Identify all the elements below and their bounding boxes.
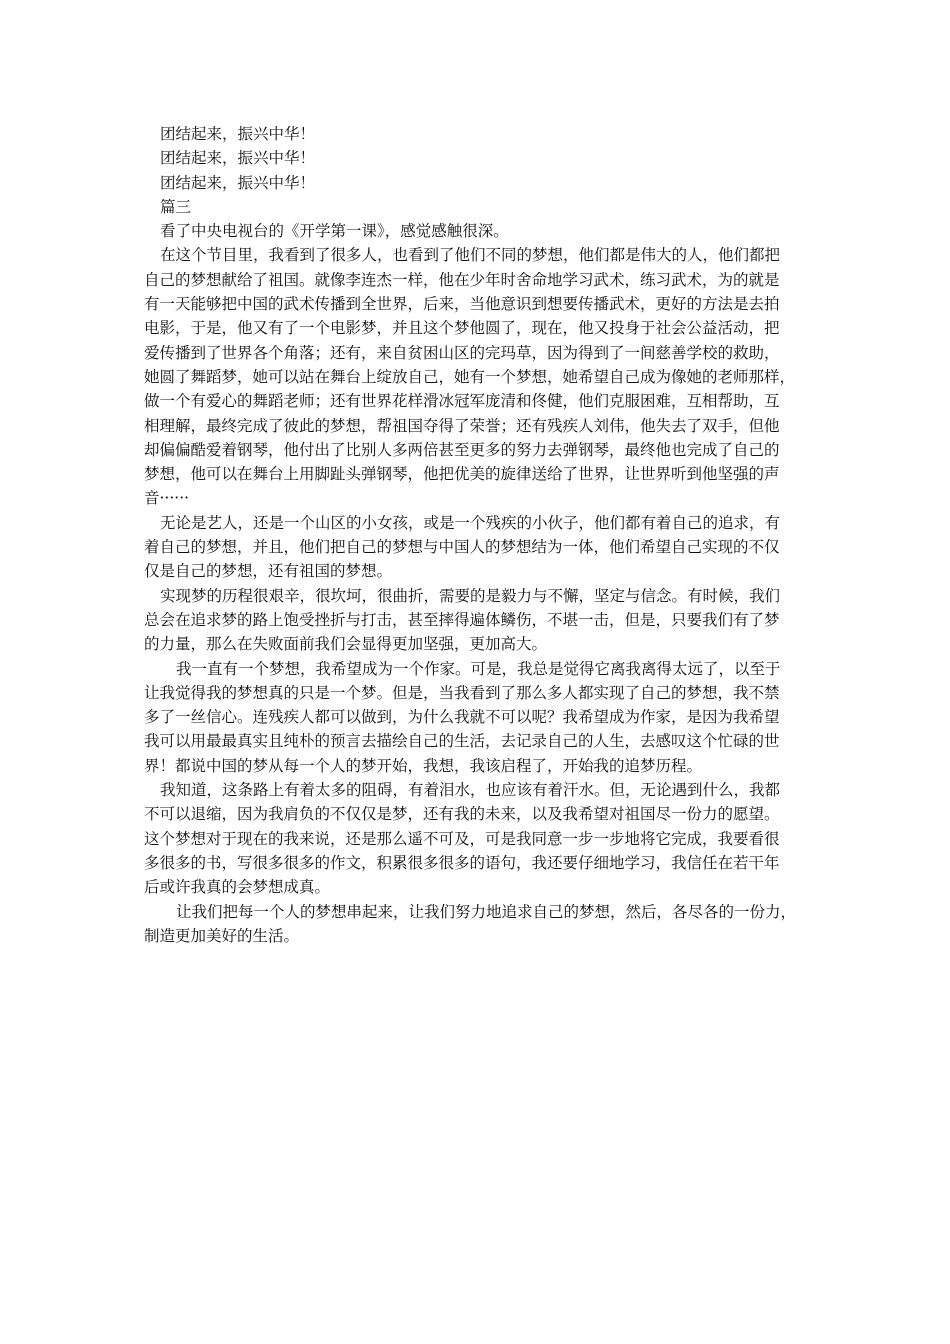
paragraph-line: 爱传播到了世界各个角落；还有，来自贫困山区的完玛草，因为得到了一间慈善学校的救助， bbox=[144, 343, 780, 362]
paragraph-6 bbox=[144, 778, 814, 899]
paragraph-line: 这个梦想对于现在的我来说，还是那么遥不可及，可是我同意一步一步地将它完成，我要看很 bbox=[144, 829, 780, 848]
paragraph-line: 制造更加美好的生活。 bbox=[144, 926, 300, 945]
paragraph-7 bbox=[144, 900, 814, 949]
paragraph-line: 看了中央电视台的《开学第一课》，感觉感触很深。 bbox=[160, 222, 509, 241]
paragraph-line: 多了一丝信心。连残疾人都可以做到，为什么我就不可以呢？我希望成为作家，是因为我希望 bbox=[144, 708, 780, 727]
section-title: 篇三 bbox=[160, 197, 192, 216]
paragraph-line: 相理解，最终完成了彼此的梦想，帮祖国夺得了荣誉；还有残疾人刘伟，他失去了双手，但他 bbox=[144, 416, 780, 435]
paragraph-line: 电影，于是，他又有了一个电影梦，并且这个梦他圆了，现在，他又投身于社会公益活动，把 bbox=[144, 319, 780, 338]
paragraph-2 bbox=[144, 243, 814, 510]
paragraph-line: 梦想，他可以在舞台上用脚趾头弹钢琴，他把优美的旋律送给了世界，让世界听到他坚强的声 bbox=[144, 465, 780, 484]
paragraph-1 bbox=[144, 219, 814, 243]
paragraph-line: 后或许我真的会梦想成真。 bbox=[144, 878, 331, 897]
paragraph-4 bbox=[144, 584, 814, 657]
paragraph-line: 有一天能够把中国的武术传播到全世界，后来，当他意识到想要传播武术，更好的方法是去拍 bbox=[144, 295, 780, 314]
paragraph-line: 界！都说中国的梦从每一个人的梦开始，我想，我该启程了，开始我的追梦历程。 bbox=[144, 756, 703, 775]
paragraph-3 bbox=[144, 511, 814, 584]
paragraph-5 bbox=[144, 657, 814, 778]
paragraph-line: 做一个有爱心的舞蹈老师；还有世界花样滑冰冠军庞清和佟健，他们克服困难，互相帮助，互 bbox=[144, 392, 780, 411]
paragraph-line: 我知道，这条路上有着太多的阻碍，有着泪水，也应该有着汗水。但，无论遇到什么，我都 bbox=[160, 781, 781, 800]
paragraph-line: 我可以用最最真实且纯朴的预言去描绘自己的生活，去记录自己的人生，去感叹这个忙碌的世 bbox=[144, 732, 780, 751]
paragraph-line: 总会在追求梦的路上饱受挫折与打击，甚至摔得遍体鳞伤，不堪一击，但是，只要我们有了梦 bbox=[144, 610, 780, 629]
paragraph-line: 在这个节目里，我看到了很多人，也看到了他们不同的梦想，他们都是伟大的人，他们都把 bbox=[160, 246, 781, 265]
paragraph-line: 多很多的书，写很多很多的作文，积累很多很多的语句，我还要仔细地学习，我信任在若干年 bbox=[144, 853, 780, 872]
slogan-line: 团结起来，振兴中华！ bbox=[160, 149, 316, 168]
paragraph-line: 无论是艺人，还是一个山区的小女孩，或是一个残疾的小伙子，他们都有着自己的追求，有 bbox=[160, 513, 781, 532]
paragraph-line: 却偏偏酷爱着钢琴，他付出了比别人多两倍甚至更多的努力去弹钢琴，最终他也完成了自己的 bbox=[144, 440, 780, 459]
slogan-line: 团结起来，振兴中华！ bbox=[160, 173, 316, 192]
paragraph-line: 的力量，那么在失败面前我们会显得更加坚强，更加高大。 bbox=[144, 635, 548, 654]
paragraph-line: 音······ bbox=[144, 489, 190, 508]
paragraph-line: 不可以退缩，因为我肩负的不仅仅是梦，还有我的未来，以及我希望对祖国尽一份力的愿望。 bbox=[144, 805, 780, 824]
paragraph-line: 实现梦的历程很艰辛，很坎坷，很曲折，需要的是毅力与不懈，坚定与信念。有时候，我们 bbox=[160, 586, 781, 605]
paragraph-line: 她圆了舞蹈梦，她可以站在舞台上绽放自己，她有一个梦想，她希望自己成为像她的老师那样， bbox=[144, 367, 796, 386]
paragraph-line: 让我觉得我的梦想真的只是一个梦。但是，当我看到了那么多人都实现了自己的梦想，我不禁 bbox=[144, 683, 780, 702]
slogan-line: 团结起来，振兴中华！ bbox=[160, 125, 316, 143]
paragraph-line: 着自己的梦想，并且，他们把自己的梦想与中国人的梦想结为一体，他们希望自己实现的不仅 bbox=[144, 538, 780, 557]
paragraph-line: 我一直有一个梦想，我希望成为一个作家。可是，我总是觉得它离我离得太远了，以至于 bbox=[176, 659, 781, 678]
document-page bbox=[144, 122, 814, 948]
paragraph-line: 仅是自己的梦想，还有祖国的梦想。 bbox=[144, 562, 393, 581]
paragraph-line: 自己的梦想献给了祖国。就像李连杰一样，他在少年时舍命地学习武术，练习武术，为的就是 bbox=[144, 270, 780, 289]
paragraph-line: 让我们把每一个人的梦想串起来，让我们努力地追求自己的梦想，然后，各尽各的一份力， bbox=[176, 902, 797, 921]
